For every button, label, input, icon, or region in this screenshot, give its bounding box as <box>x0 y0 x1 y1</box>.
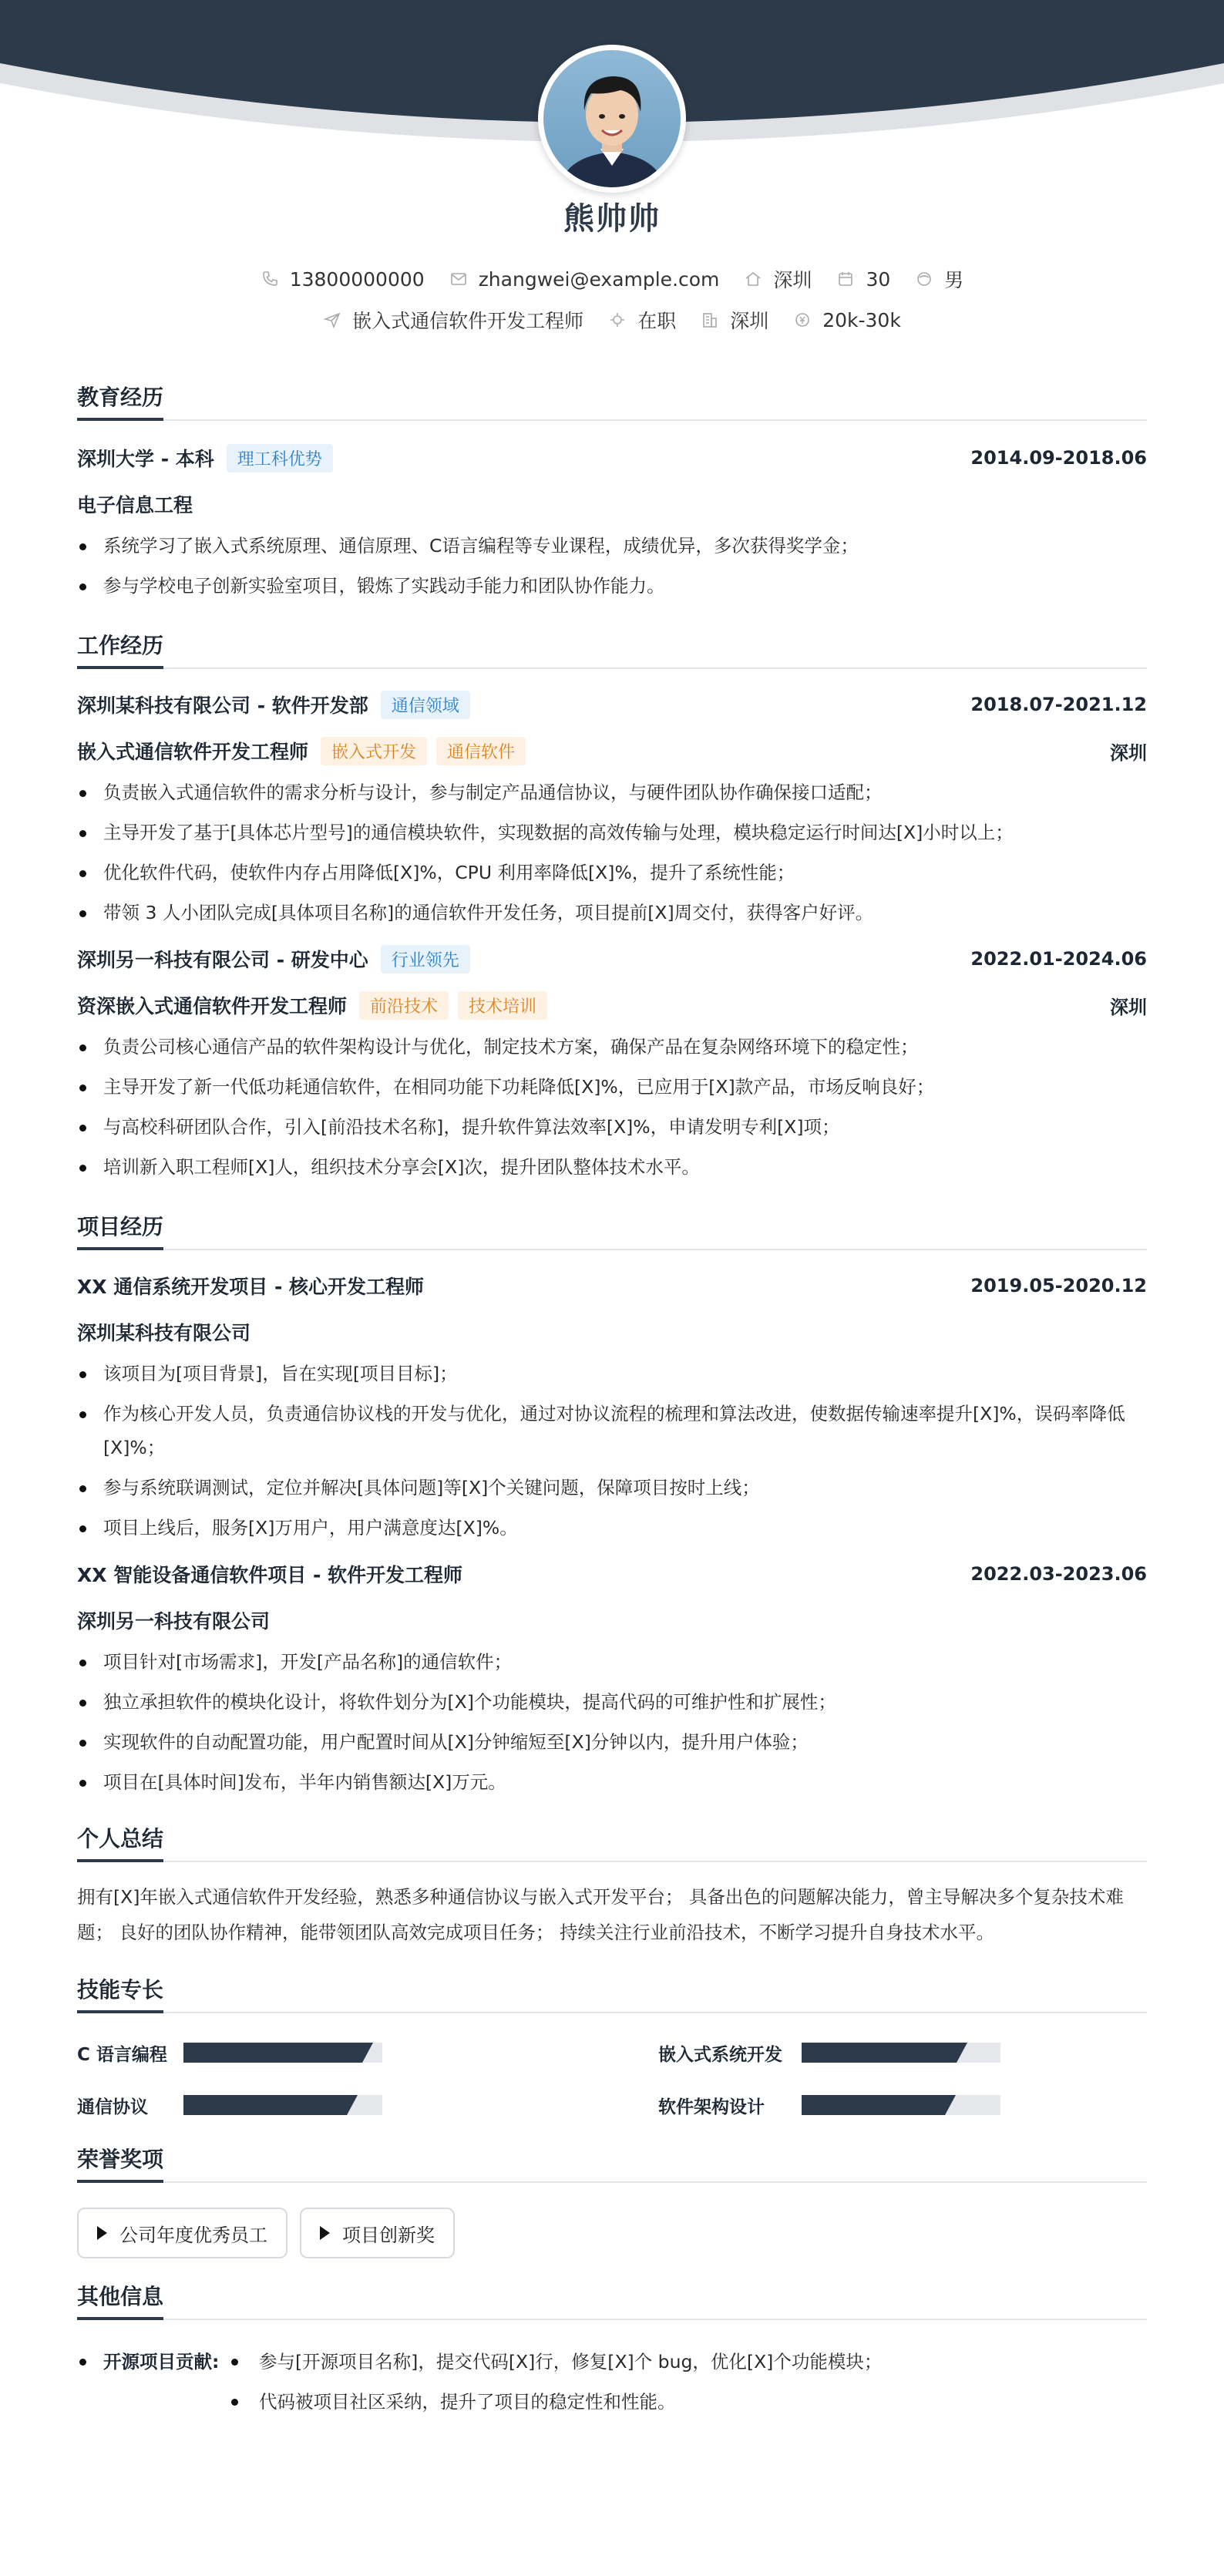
education-section <box>77 381 1147 603</box>
other-section <box>77 2280 1147 2422</box>
status-icon <box>608 311 627 329</box>
triangle-icon <box>97 2226 107 2240</box>
summary-section <box>77 1822 1147 1950</box>
list-item: 该项目为[项目背景]，旨在实现[项目目标]； <box>77 1357 1147 1391</box>
project-1-company-line <box>77 1309 1147 1355</box>
skill-bar <box>183 2043 382 2063</box>
skill-bar-fill <box>802 2095 945 2115</box>
location-info <box>744 265 812 293</box>
award-label: 公司年度优秀员工 <box>119 2224 267 2246</box>
list-item: 主导开发了基于[具体芯片型号]的通信模块软件，实现数据的高效传输与处理，模块稳定运行时间达[X]小时以上； <box>77 816 1147 849</box>
list-item: 代码被项目社区采纳，提升了项目的稳定性和性能。 <box>231 2382 882 2422</box>
mail-icon <box>449 270 468 288</box>
list-item: 参与系统联调测试，定位并解决[具体问题]等[X]个关键问题，保障项目按时上线； <box>77 1471 1147 1505</box>
awards-title: 荣誉奖项 <box>77 2143 1147 2183</box>
list-item: 项目在[具体时间]发布，半年内销售额达[X]万元。 <box>77 1765 1147 1799</box>
age-text: 30 <box>866 267 891 291</box>
skill-label: 软件架构设计 <box>658 2097 765 2117</box>
list-item: 带领 3 人小团队完成[具体项目名称]的通信软件开发任务，项目提前[X]周交付，获得客户好评。 <box>77 896 1147 930</box>
summary-title: 个人总结 <box>77 1822 1147 1862</box>
status-text: 在职 <box>637 310 677 332</box>
skill-bar <box>802 2095 1000 2115</box>
gender-text: 男 <box>944 269 964 291</box>
skill-label: C 语言编程 <box>77 2044 167 2065</box>
school-tag: 理工科优势 <box>227 444 333 472</box>
list-item: 与高校科研团队合作，引入[前沿技术名称]，提升软件算法效率[X]%，申请发明专利[X]项； <box>77 1110 1147 1144</box>
major-name: 电子信息工程 <box>77 494 193 516</box>
skill-label: 嵌入式系统开发 <box>658 2044 782 2065</box>
candidate-name: 熊帅帅 <box>563 201 661 237</box>
major-line <box>77 481 1147 527</box>
list-item: 独立承担软件的模块化设计，将软件划分为[X]个功能模块，提高代码的可维护性和扩展性； <box>77 1685 1147 1719</box>
location-text: 深圳 <box>773 269 812 291</box>
skill-bar-fill <box>183 2043 362 2063</box>
award-item <box>77 2208 288 2258</box>
other-bullets <box>231 2342 882 2422</box>
age-info <box>836 268 890 291</box>
education-bullets <box>77 529 1147 603</box>
work-section <box>77 629 1147 1184</box>
skill-label: 通信协议 <box>77 2097 148 2117</box>
projects-section <box>77 1210 1147 1799</box>
job-2-role-tag: 技术培训 <box>458 991 547 1020</box>
skills-title: 技能专长 <box>77 1973 1147 2013</box>
position-info <box>323 306 583 334</box>
education-date: 2014.09-2018.06 <box>970 447 1147 469</box>
job-1-role-tag: 通信软件 <box>436 737 526 765</box>
job-1-role: 嵌入式通信软件开发工程师 <box>77 741 309 763</box>
list-item: 项目上线后，服务[X]万用户，用户满意度达[X]%。 <box>77 1511 1147 1545</box>
home-icon <box>744 270 762 288</box>
job-2-bullets <box>77 1030 1147 1184</box>
list-item: 实现软件的自动配置功能，用户配置时间从[X]分钟缩短至[X]分钟以内，提升用户体验； <box>77 1725 1147 1759</box>
project-2-name: XX 智能设备通信软件项目 - 软件开发工程师 <box>77 1564 463 1586</box>
award-label: 项目创新奖 <box>342 2224 435 2246</box>
list-item: 作为核心开发人员，负责通信协议栈的开发与优化，通过对协议流程的梳理和算法改进，使数据传输速率提升[X]%，误码率降低[X]%； <box>77 1397 1147 1465</box>
list-item: 主导开发了新一代低功耗通信软件，在相同功能下功耗降低[X]%，已应用于[X]款产品，市场反响良好； <box>77 1070 1147 1104</box>
position-text: 嵌入式通信软件开发工程师 <box>352 310 584 332</box>
email-text: zhangwei@example.com <box>478 267 720 291</box>
job-2-role: 资深嵌入式通信软件开发工程师 <box>77 995 348 1017</box>
awards-list <box>77 2208 1147 2258</box>
job-1-date: 2018.07-2021.12 <box>970 694 1147 715</box>
job-1-company-tag: 通信领域 <box>381 691 470 719</box>
other-key-label: 开源项目贡献: <box>103 2351 220 2373</box>
triangle-icon <box>320 2226 330 2240</box>
skill-bar <box>183 2095 382 2115</box>
city-info <box>701 306 768 334</box>
phone-info <box>261 268 425 291</box>
education-header <box>77 435 1147 481</box>
project-1-company: 深圳某科技有限公司 <box>77 1322 251 1344</box>
list-item: 培训新入职工程师[X]人，组织技术分享会[X]次，提升团队整体技术水平。 <box>77 1150 1147 1184</box>
project-2-company: 深圳另一科技有限公司 <box>77 1610 271 1633</box>
skill-item <box>658 2089 1147 2121</box>
work-title: 工作经历 <box>77 629 1147 669</box>
list-item: 项目针对[市场需求]，开发[产品名称]的通信软件； <box>77 1645 1147 1679</box>
status-info <box>608 306 676 334</box>
skills-section <box>77 1973 1147 2121</box>
skill-item <box>77 2036 658 2069</box>
skill-bar-fill <box>183 2095 347 2115</box>
job-1-role-tag: 嵌入式开发 <box>321 737 427 765</box>
list-item: 负责公司核心通信产品的软件架构设计与优化，制定技术方案，确保产品在复杂网络环境下的稳定性； <box>77 1030 1147 1064</box>
email-info <box>449 268 720 291</box>
salary-info <box>793 309 901 331</box>
gender-info <box>915 265 963 293</box>
school-name: 深圳大学 - 本科 <box>77 448 214 470</box>
job-1-header <box>77 681 1147 728</box>
contact-info-row <box>0 265 1224 293</box>
other-key <box>77 2342 231 2422</box>
award-item <box>300 2208 455 2258</box>
avatar <box>538 45 686 193</box>
city-text: 深圳 <box>730 310 769 332</box>
send-icon <box>323 311 341 329</box>
other-info <box>77 2342 1147 2422</box>
job-1-city: 深圳 <box>1110 742 1147 764</box>
salary-icon <box>793 311 812 329</box>
list-item: 参与学校电子创新实验室项目，锻炼了实践动手能力和团队协作能力。 <box>77 569 1147 603</box>
job-info-row <box>0 306 1224 334</box>
list-item: 优化软件代码，使软件内存占用降低[X]%，CPU 利用率降低[X]%，提升了系统性能； <box>77 856 1147 889</box>
skill-item <box>77 2089 658 2121</box>
job-1-company: 深圳某科技有限公司 - 软件开发部 <box>77 694 368 717</box>
job-2-company-tag: 行业领先 <box>381 945 470 974</box>
skill-bar-fill <box>802 2043 957 2063</box>
list-item: 负责嵌入式通信软件的需求分析与设计，参与制定产品通信协议，与硬件团队协作确保接口适配； <box>77 775 1147 809</box>
job-2-role-tag: 前沿技术 <box>359 991 449 1020</box>
gender-icon <box>915 270 933 288</box>
project-1-date: 2019.05-2020.12 <box>970 1275 1147 1296</box>
job-1-role-line <box>77 728 1147 774</box>
project-2-date: 2022.03-2023.06 <box>970 1563 1147 1585</box>
avatar-photo <box>543 50 681 187</box>
project-2-company-line <box>77 1597 1147 1643</box>
skills-grid <box>77 2036 1147 2121</box>
phone-text: 13800000000 <box>289 267 425 291</box>
skill-bar <box>802 2043 1000 2063</box>
list-item: 参与[开源项目名称]，提交代码[X]行，修复[X]个 bug，优化[X]个功能模块； <box>231 2342 882 2382</box>
job-2-city: 深圳 <box>1110 996 1147 1018</box>
project-1-header <box>77 1263 1147 1309</box>
project-1-name: XX 通信系统开发项目 - 核心开发工程师 <box>77 1276 425 1298</box>
age-icon <box>836 270 855 288</box>
building-icon <box>701 311 719 329</box>
projects-title: 项目经历 <box>77 1210 1147 1250</box>
phone-icon <box>261 270 279 288</box>
salary-text: 20k-30k <box>822 308 901 331</box>
job-2-role-line <box>77 982 1147 1028</box>
other-title: 其他信息 <box>77 2280 1147 2320</box>
job-2-company: 深圳另一科技有限公司 - 研发中心 <box>77 949 368 971</box>
job-2-header <box>77 936 1147 982</box>
project-2-bullets <box>77 1645 1147 1799</box>
list-item: 系统学习了嵌入式系统原理、通信原理、C语言编程等专业课程，成绩优异，多次获得奖学金； <box>77 529 1147 563</box>
job-1-bullets <box>77 775 1147 930</box>
awards-section <box>77 2143 1147 2258</box>
project-2-header <box>77 1551 1147 1597</box>
project-1-bullets <box>77 1357 1147 1545</box>
resume-content <box>77 381 1147 2422</box>
job-2-date: 2022.01-2024.06 <box>970 948 1147 970</box>
skill-item <box>658 2036 1147 2069</box>
summary-text: 拥有[X]年嵌入式通信软件开发经验，熟悉多种通信协议与嵌入式开发平台； 具备出色的问题解决能力，曾主导解决多个复杂技术难题； 良好的团队协作精神，能带领团队高效完成项目任务； 持续关注行业前沿技术，不断学习提升自身技术水平。 <box>77 1886 1124 1943</box>
education-title: 教育经历 <box>77 381 1147 421</box>
